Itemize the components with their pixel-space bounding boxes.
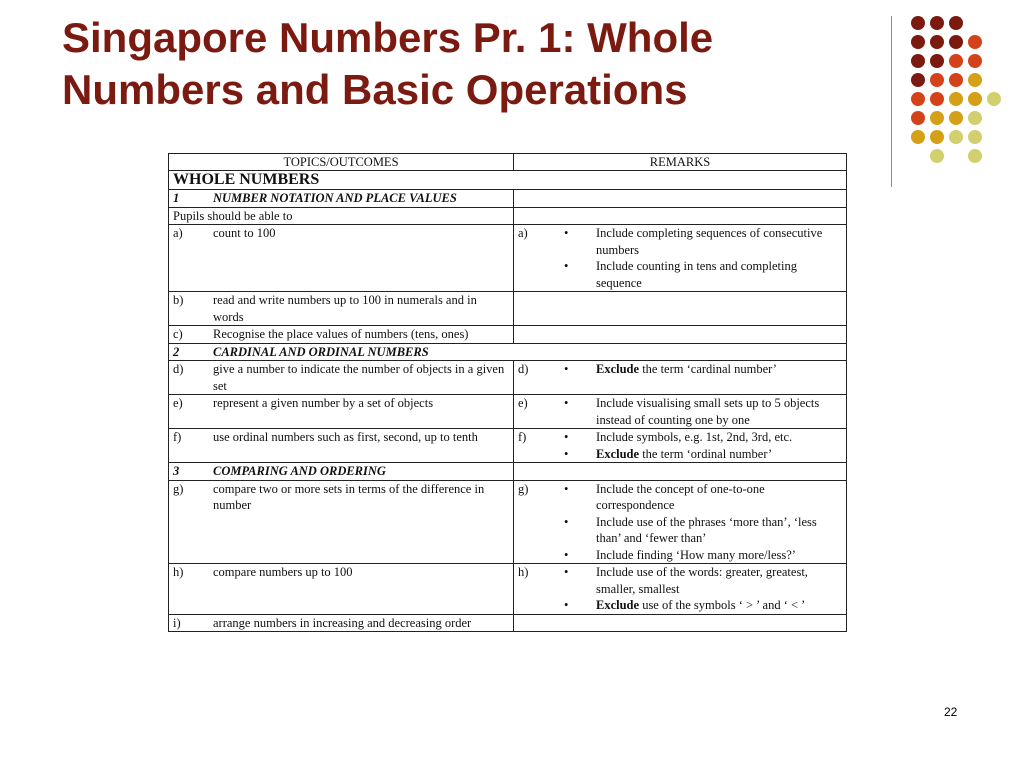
header-topics: TOPICS/OUTCOMES — [169, 154, 514, 171]
decor-dot — [911, 111, 925, 125]
section-heading: WHOLE NUMBERS — [169, 171, 847, 190]
bullet-icon: • — [564, 362, 569, 376]
bullet-text: use of the symbols ‘ > ’ and ‘ < ’ — [639, 598, 806, 612]
exclude-label: Exclude — [596, 362, 640, 376]
remark-cell — [514, 361, 847, 395]
pupils-line: Pupils should be able to — [169, 207, 514, 225]
empty-cell — [514, 207, 847, 225]
remark-bullet — [548, 395, 840, 428]
decor-dot — [968, 73, 982, 87]
subsection-cell — [169, 463, 514, 481]
bullet-icon: • — [564, 514, 569, 529]
remark-bullet — [548, 225, 840, 258]
decor-dot — [949, 54, 963, 68]
remark-bullet — [548, 564, 840, 597]
bullet-text: Include use of the phrases ‘more than’, ‘less than’ and ‘fewer than’ — [596, 514, 817, 545]
table-row — [169, 564, 847, 615]
decor-dot — [930, 73, 944, 87]
slide-title: Singapore Numbers Pr. 1: Whole Numbers and Basic Operations — [62, 14, 714, 113]
bullet-text: Include the concept of one-to-one correspondence — [596, 481, 765, 512]
bullet-icon: • — [564, 396, 569, 410]
topic-text: compare numbers up to 100 — [213, 565, 353, 579]
syllabus-table — [168, 153, 847, 632]
table-row — [169, 480, 847, 564]
remark-bullet — [548, 597, 840, 614]
decor-dot — [968, 54, 982, 68]
decor-dot — [911, 73, 925, 87]
remark-cell — [514, 395, 847, 429]
topic-cell — [169, 395, 514, 429]
decor-dot — [968, 92, 982, 106]
decor-dot — [911, 35, 925, 49]
empty-cell — [514, 326, 847, 344]
section-row — [169, 171, 847, 190]
topic-text: count to 100 — [213, 226, 276, 240]
subsection-row — [169, 343, 847, 361]
remark-letter: g) — [518, 481, 529, 496]
remark-letter: e) — [518, 396, 528, 410]
topic-text: use ordinal numbers such as first, second, up to tenth — [213, 430, 478, 444]
subsection-cell — [169, 190, 514, 208]
bullet-text: the term ‘ordinal number’ — [639, 446, 773, 461]
topic-cell — [169, 326, 514, 344]
bullet-text: Include visualising small sets up to 5 objects instead of counting one by one — [596, 396, 820, 427]
bullet-icon: • — [564, 259, 569, 273]
topic-cell — [169, 361, 514, 395]
bullet-text: Include symbols, e.g. 1st, 2nd, 3rd, etc. — [596, 430, 793, 444]
table-row — [169, 361, 847, 395]
subsection-row — [169, 463, 847, 481]
topic-cell — [169, 564, 514, 615]
decor-dot — [968, 149, 982, 163]
topic-cell — [169, 614, 514, 632]
decor-dot — [949, 92, 963, 106]
topic-text: compare two or more sets in terms of the difference in number — [213, 481, 485, 512]
row-letter: f) — [173, 430, 182, 444]
decor-dot — [930, 35, 944, 49]
table-row — [169, 326, 847, 344]
bullet-icon: • — [564, 430, 569, 444]
decor-dot — [911, 54, 925, 68]
decor-dot — [930, 149, 944, 163]
remark-bullet — [548, 446, 840, 463]
bullet-icon: • — [564, 226, 569, 240]
bullet-text: Include use of the words: greater, greatest, smaller, smallest — [596, 565, 808, 596]
row-letter: h) — [173, 565, 184, 579]
table-row — [169, 614, 847, 632]
decor-dot — [911, 16, 925, 30]
page-number: 22 — [944, 705, 958, 719]
empty-cell — [514, 614, 847, 632]
exclude-label: Exclude — [596, 598, 640, 612]
row-letter: g) — [173, 481, 184, 496]
decor-dot — [911, 92, 925, 106]
subsection-number: 3 — [173, 464, 180, 478]
decor-dot — [968, 111, 982, 125]
remark-letter: f) — [518, 430, 527, 444]
row-letter: e) — [173, 396, 183, 410]
remark-cell — [514, 225, 847, 292]
header-remarks: REMARKS — [514, 154, 847, 171]
remark-cell — [514, 564, 847, 615]
topic-text: represent a given number by a set of objects — [213, 396, 434, 410]
remark-bullet — [548, 361, 840, 378]
exclude-label: Exclude — [596, 446, 640, 461]
remark-bullet — [548, 481, 840, 514]
remark-cell — [514, 429, 847, 463]
topic-cell — [169, 292, 514, 326]
decor-dot — [949, 111, 963, 125]
remark-bullet — [548, 429, 840, 446]
bullet-text: Include counting in tens and completing sequence — [596, 259, 797, 290]
decor-dot — [949, 130, 963, 144]
topic-cell — [169, 429, 514, 463]
remark-cell — [514, 480, 847, 564]
row-letter: i) — [173, 615, 181, 630]
remark-bullet — [548, 258, 840, 291]
remark-bullet — [548, 514, 840, 547]
topic-text: give a number to indicate the number of objects in a given set — [213, 362, 505, 393]
subsection-number: 2 — [173, 344, 180, 359]
decor-dot — [930, 111, 944, 125]
topic-text: read and write numbers up to 100 in numerals and in words — [213, 293, 477, 324]
decor-dot — [968, 35, 982, 49]
subsection-title: COMPARING AND ORDERING — [213, 464, 386, 478]
topic-cell — [169, 225, 514, 292]
row-letter: d) — [173, 362, 184, 376]
empty-cell — [514, 190, 847, 208]
decor-dot — [930, 16, 944, 30]
row-letter: b) — [173, 293, 184, 307]
topic-cell — [169, 480, 514, 564]
table-row — [169, 395, 847, 429]
subsection-title: NUMBER NOTATION AND PLACE VALUES — [213, 191, 457, 205]
table-row — [169, 429, 847, 463]
decor-dot — [930, 130, 944, 144]
subsection-title: CARDINAL AND ORDINAL NUMBERS — [213, 344, 429, 359]
subsection-number: 1 — [173, 191, 180, 205]
decor-dot — [968, 130, 982, 144]
table-row — [169, 207, 847, 225]
decor-dot — [930, 54, 944, 68]
row-letter: a) — [173, 226, 183, 240]
remark-letter: d) — [518, 362, 529, 376]
decor-dot — [930, 92, 944, 106]
table-row — [169, 292, 847, 326]
bullet-icon: • — [564, 446, 569, 461]
bullet-icon: • — [564, 481, 569, 496]
topic-text: Recognise the place values of numbers (tens, ones) — [213, 327, 469, 341]
topic-text: arrange numbers in increasing and decreasing order — [213, 615, 472, 630]
decor-dot — [987, 92, 1001, 106]
decor-dot — [911, 130, 925, 144]
table-header-row — [169, 154, 847, 171]
empty-cell — [514, 463, 847, 481]
decor-dot — [949, 73, 963, 87]
remark-letter: a) — [518, 226, 528, 240]
bullet-text: Include finding ‘How many more/less?’ — [596, 547, 796, 562]
bullet-text: Include completing sequences of consecutive numbers — [596, 226, 823, 257]
bullet-icon: • — [564, 598, 569, 612]
bullet-text: the term ‘cardinal number’ — [639, 362, 777, 376]
bullet-icon: • — [564, 547, 569, 562]
subsection-row — [169, 190, 847, 208]
row-letter: c) — [173, 327, 183, 341]
bullet-icon: • — [564, 565, 569, 579]
empty-cell — [514, 292, 847, 326]
decor-dot — [949, 16, 963, 30]
remark-letter: h) — [518, 565, 529, 579]
remark-bullet — [548, 547, 840, 564]
subsection-cell — [169, 343, 847, 361]
table-row — [169, 225, 847, 292]
decor-dot — [949, 35, 963, 49]
